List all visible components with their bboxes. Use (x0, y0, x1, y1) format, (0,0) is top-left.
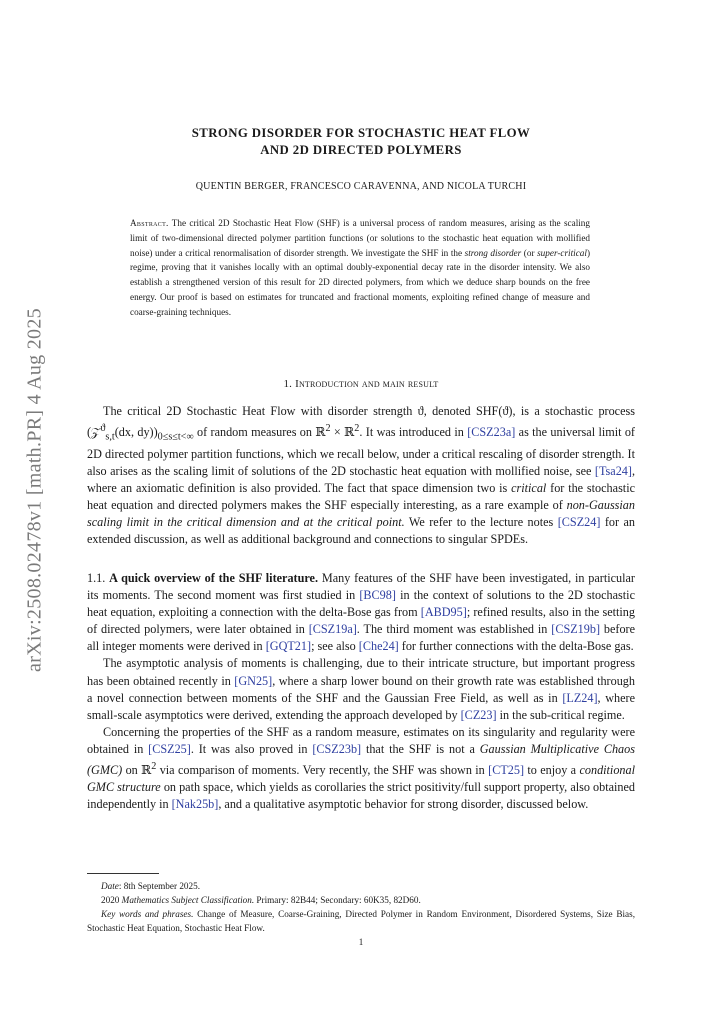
math-subscript: 0≤s≤t<∞ (157, 431, 194, 443)
paragraph-text: Concerning the properties of the SHF as a random measure, estimates on its singularity and regularity were obtained in (87, 724, 635, 756)
citation-link-ct25[interactable]: [CT25] (488, 763, 525, 778)
intro-text: for the stochastic heat equation and directed polymers makes the SHF especially interesting, as a rare example of (87, 480, 635, 512)
abstract-text-2: (or (521, 247, 538, 258)
math-superscript: ϑ (100, 423, 106, 435)
math-superscript: 2 (325, 423, 331, 435)
citation-link-che24[interactable]: [Che24] (358, 639, 399, 654)
abstract-text-3: ) regime, proving that it vanishes locally with an optimal doubly-exponential decay rate in the disorder intensity. We also establish a strengthened version of this result for 2D directed polymers, from which we deduce sharp bounds on the free energy. Our proof is based on estimates for truncated and fractional moments, exploiting refined change of measure and coarse-graining techniques. (130, 247, 590, 317)
citation-link-csz25[interactable]: [CSZ25] (148, 741, 191, 756)
footnote-value: Change of Measure, Coarse-Graining, Directed Polymer in Random Environment, Disordered Systems, Size Bias, Stochastic Heat Equation, Stochastic Heat Flow. (87, 909, 635, 933)
paragraph-text: in the context of solutions to the 2D stochastic heat equation, exploiting a connection with the delta-Bose gas from (87, 588, 635, 620)
math-superscript: 2 (151, 761, 157, 773)
author-list: QUENTIN BERGER, FRANCESCO CARAVENNA, AND NICOLA TURCHI (195, 181, 527, 192)
intro-text: × ℝ (330, 425, 355, 440)
subsection-paragraph-1 (87, 570, 635, 655)
section-number: 1. (283, 378, 296, 390)
intro-text: as the universal limit of 2D directed polymer partition functions, which we recall below, under a critical rescaling of disorder strength. It also arises as the scaling limit of solutions of the 2D stochastic heat equation with mollified noise, see (87, 425, 635, 478)
abstract (130, 216, 590, 320)
footnote-label: Mathematics Subject Classification. (121, 895, 255, 905)
intro-text: , where an axiomatic definition is also provided. The fact that space dimension two is (87, 463, 635, 495)
citation-link-gqt21[interactable]: [GQT21] (265, 639, 312, 654)
paragraph-text: , and a qualitative asymptotic behavior for strong disorder, discussed below. (218, 797, 589, 812)
citation-link-csz19a[interactable]: [CSZ19a] (308, 622, 357, 637)
footnote-prefix: 2020 (101, 895, 122, 905)
paragraph-text: on ℝ (122, 763, 152, 778)
subsection-paragraph-2 (87, 655, 635, 723)
intro-text: for an extended discussion, as well as additional background and connections to singular SPDEs. (87, 515, 635, 547)
intro-text: We refer to the lecture notes (404, 515, 558, 530)
intro-text: . It was introduced in (359, 425, 468, 440)
footnote-label: Date (101, 881, 119, 891)
footnote-msc (87, 893, 635, 907)
math-superscript: 2 (354, 423, 360, 435)
footnote-divider (87, 873, 159, 874)
subsection-number: 1.1. (87, 571, 110, 585)
footnote-value: Primary: 82B44; Secondary: 60K35, 82D60. (254, 895, 421, 905)
footnote-keywords (87, 907, 635, 935)
paragraph-text: on path space, which yields as corollaries the strict positivity/full support property, also obtained independently in (87, 780, 636, 812)
intro-text: of random measures on ℝ (193, 425, 326, 440)
paragraph-emphasis: Gaussian Multiplicative Chaos (GMC) (87, 741, 635, 778)
intro-text: (dx, dy)) (114, 425, 158, 440)
paragraph-text: in the sub-critical regime. (496, 707, 625, 722)
abstract-heading: Abstract. (130, 218, 169, 228)
paragraph-text: to enjoy a (524, 763, 580, 778)
citation-link-gn25[interactable]: [GN25] (234, 673, 273, 688)
abstract-emphasis-super-critical: super-critical (537, 247, 587, 258)
citation-link-csz23a[interactable]: [CSZ23a] (467, 425, 516, 440)
title-line-2: AND 2D DIRECTED POLYMERS (260, 143, 462, 157)
citation-link-csz19b[interactable]: [CSZ19b] (551, 622, 601, 637)
paragraph-text: ; see also (311, 639, 359, 654)
paragraph-text: for further connections with the delta-Bose gas. (398, 639, 634, 654)
intro-text: The critical 2D Stochastic Heat Flow with disorder strength ϑ, denoted SHF(ϑ), is a stochastic process (𝒵 (87, 404, 635, 440)
paragraph-emphasis: conditional GMC structure (87, 763, 635, 795)
subsection-literature (87, 570, 635, 813)
citation-link-csz24[interactable]: [CSZ24] (557, 515, 601, 530)
citation-link-lz24[interactable]: [LZ24] (562, 690, 598, 705)
paragraph-text: , where small-scale asymptotics were derived, extending the approach developed by (87, 690, 635, 722)
abstract-emphasis-strong-disorder: strong disorder (464, 247, 522, 258)
math-subscript: s,t (105, 431, 115, 443)
intro-paragraph (87, 403, 635, 548)
paragraph-text: The asymptotic analysis of moments is challenging, due to their intricate structure, but important progress has been obtained recently in (87, 656, 635, 688)
paragraph-text: . The third moment was established in (356, 622, 552, 637)
paragraph-text: via comparison of moments. Very recently, the SHF was shown in (156, 763, 489, 778)
citation-link-csz23b[interactable]: [CSZ23b] (312, 741, 362, 756)
paragraph-text: that the SHF is not a (361, 741, 480, 756)
citation-link-tsa24[interactable]: [Tsa24] (594, 463, 632, 478)
page-number: 1 (358, 937, 364, 947)
footnote-date (87, 879, 635, 893)
citation-link-abd95[interactable]: [ABD95] (420, 605, 467, 620)
abstract-text-1: The critical 2D Stochastic Heat Flow (SHF) is a universal process of random measures, arising as the scaling limit of two-dimensional directed polymer partition functions (or solutions to the stochastic heat equation with mollified noise) under a critical renormalisation of disorder strength. We investigate the SHF in the (130, 218, 590, 258)
citation-link-cz23[interactable]: [CZ23] (460, 707, 497, 722)
arxiv-identifier (20, 290, 50, 690)
footnote-value: : 8th September 2025. (118, 881, 201, 891)
title-line-1: STRONG DISORDER FOR STOCHASTIC HEAT FLOW (191, 126, 531, 140)
paragraph-text: before all integer moments were derived in (87, 622, 636, 654)
citation-link-nak25b[interactable]: [Nak25b] (171, 797, 219, 812)
paragraph-text: ; refined results, also in the setting of directed polymers, were later obtained in (87, 605, 635, 637)
footnotes (87, 879, 635, 935)
section-title-text: Introduction and main result (295, 378, 439, 390)
subsection-paragraph-3 (87, 724, 635, 814)
paragraph-text: . It was also proved in (190, 741, 313, 756)
paper-title (87, 125, 635, 159)
footnote-label: Key words and phrases. (101, 909, 194, 919)
paragraph-text: , where a sharp lower bound on their growth rate was established through a novel connection between moments of the SHF and the Gaussian Free Field, as well as in (87, 673, 635, 705)
paragraph-text: Many features of the SHF have been investigated, in particular its moments. The second moment was first studied in (87, 571, 635, 603)
section-heading (87, 378, 635, 390)
arxiv-identifier-text: arXiv:2508.02478v1 [math.PR] 4 Aug 2025 (23, 308, 46, 672)
citation-link-bc98[interactable]: [BC98] (359, 588, 396, 603)
intro-emphasis: non-Gaussian scaling limit in the critical dimension and at the critical point. (87, 497, 635, 530)
subsection-title: A quick overview of the SHF literature. (109, 571, 319, 585)
intro-emphasis: critical (511, 480, 547, 495)
